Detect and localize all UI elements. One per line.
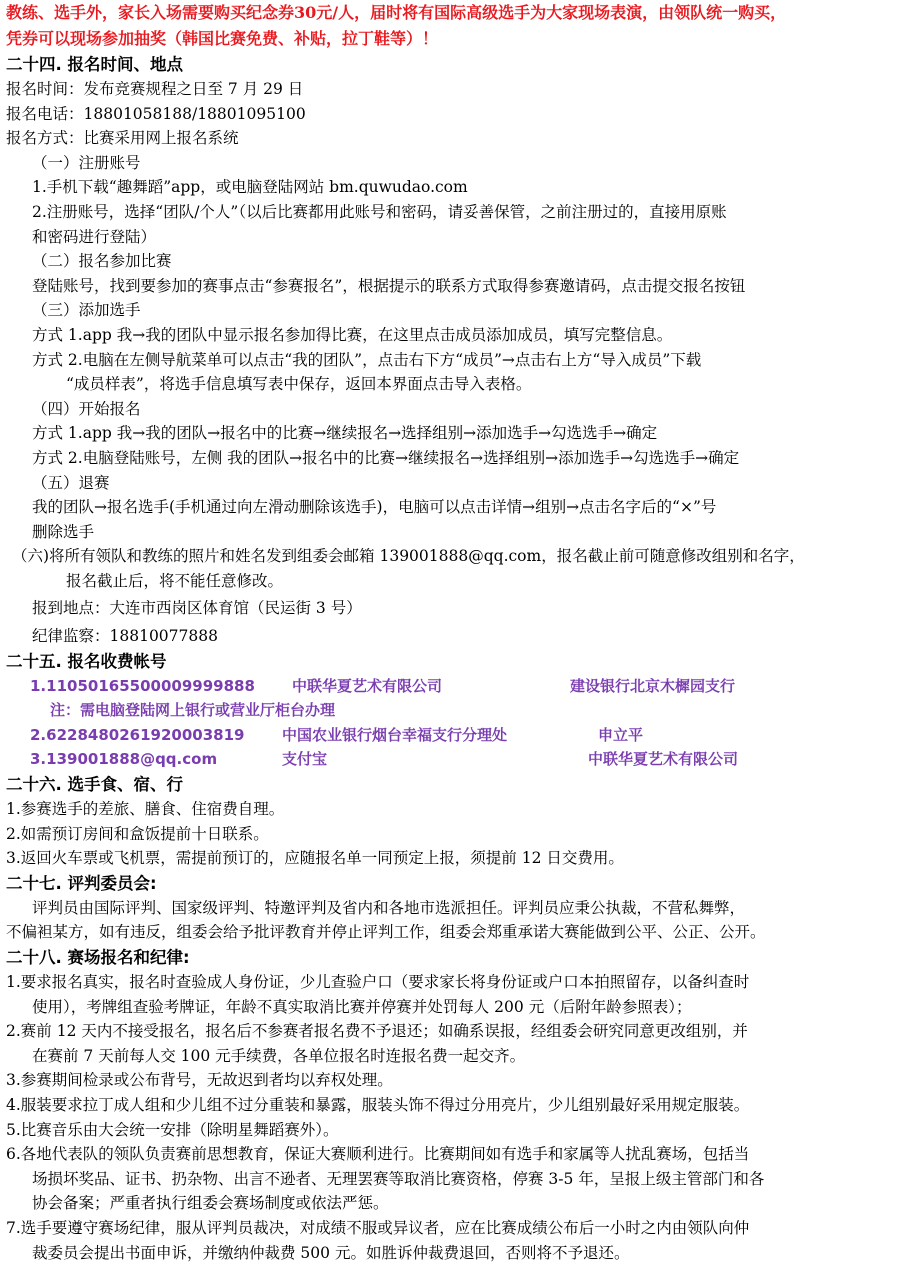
step-add-line-3: “成员样表”，将选手信息填写表中保存，返回本界面点击导入表格。 bbox=[66, 375, 532, 394]
step-start-title: （四）开始报名 bbox=[32, 399, 141, 418]
rule-4: 4.服装要求拉丁成人组和少儿组不过分重装和暴露，服装头饰不得过分用亮片，少儿组别最好采用规定服装。 bbox=[6, 1095, 750, 1114]
section-25 bbox=[6, 649, 894, 772]
section-25-heading: 二十五. 报名收费帐号 bbox=[6, 651, 167, 671]
step-add-line-1: 方式 1.app 我→我的团队中显示报名参加得比赛，在这里点击成员添加成员，填写完整信息。 bbox=[32, 325, 673, 344]
intro-line-1: 教练、选手外，家长入场需要购买纪念券30元/人，届时将有国际高级选手为大家现场表演，由领队统一购买， bbox=[6, 3, 787, 22]
step-enter-title: （二）报名参加比赛 bbox=[32, 252, 172, 271]
account-3-number: 3.139001888@qq.com bbox=[30, 750, 218, 769]
step-register-title: （一）注册账号 bbox=[32, 153, 141, 172]
travel-line-2: 2.如需预订房间和盒饭提前十日联系。 bbox=[6, 824, 269, 843]
travel-line-1: 1.参赛选手的差旅、膳食、住宿费自理。 bbox=[6, 800, 285, 819]
intro-line-2: 凭券可以现场参加抽奖（韩国比赛免费、补贴，拉丁鞋等）！ bbox=[6, 29, 439, 48]
rule-2-line-2: 在赛前 7 天前每人交 100 元手续费，各单位报名时连报名费一起交齐。 bbox=[32, 1046, 526, 1065]
section-26-heading: 二十六. 选手食、宿、行 bbox=[6, 775, 184, 795]
judges-line-2: 不偏袒某方，如有违反，组委会给予批评教育并停止评判工作，组委会郑重承诺大赛能做到公平、公正、公开。 bbox=[6, 923, 766, 942]
section-24 bbox=[6, 52, 894, 649]
account-2-number: 2.6228480261920003819 bbox=[30, 725, 245, 744]
registration-method: 报名方式：比赛采用网上报名系统 bbox=[6, 129, 239, 148]
section-27 bbox=[6, 871, 894, 945]
step-withdraw-line-2: 删除选手 bbox=[32, 522, 95, 541]
account-3-holder: 中联华夏艺术有限公司 bbox=[588, 750, 739, 769]
rule-5: 5.比赛音乐由大会统一安排（除明星舞蹈赛外）。 bbox=[6, 1120, 339, 1139]
account-2-holder: 申立平 bbox=[598, 725, 644, 744]
account-1-bank: 建设银行北京木樨园支行 bbox=[570, 676, 736, 695]
section-28 bbox=[6, 945, 894, 1265]
discipline-supervisor: 纪律监察：18810077888 bbox=[32, 627, 218, 646]
section-26 bbox=[6, 772, 894, 871]
intro-notice bbox=[6, 0, 894, 52]
account-note: 注：需电脑登陆网上银行或营业厅柜台办理 bbox=[50, 701, 336, 720]
registration-phone: 报名电话：18801058188/18801095100 bbox=[6, 104, 306, 123]
account-3-method: 支付宝 bbox=[282, 750, 328, 769]
step-add-title: （三）添加选手 bbox=[32, 301, 141, 320]
step-add-line-2: 方式 2.电脑在左侧导航菜单可以点击“我的团队”，点击右下方“成员”→点击右上方“导入成员”下载 bbox=[32, 350, 702, 369]
account-2-bank: 中国农业银行烟台幸福支行分理处 bbox=[282, 725, 508, 744]
account-note-row bbox=[6, 698, 894, 723]
step-photos-line-1: （六)将所有领队和教练的照片和姓名发到组委会邮箱 139001888@qq.com，报名截止前可随意修改组别和名字， bbox=[12, 547, 805, 566]
rule-2-line-1: 2.赛前 12 天内不接受报名，报名后不参赛者报名费不予退还；如确系误报，经组委会研究同意更改组别，并 bbox=[6, 1022, 748, 1041]
account-row-2 bbox=[6, 723, 894, 748]
step-photos-line-2: 报名截止后，将不能任意修改。 bbox=[66, 571, 284, 590]
rule-1-line-2: 使用），考牌组查验考牌证，年龄不真实取消比赛并停赛并处罚每人 200 元（后附年龄参照表）； bbox=[32, 997, 692, 1016]
travel-line-3: 3.返回火车票或飞机票，需提前预订的，应随报名单一同预定上报，须提前 12 日交费用。 bbox=[6, 849, 624, 868]
step-enter-line-1: 登陆账号，找到要参加的赛事点击“参赛报名”，根据提示的联系方式取得参赛邀请码，点击提交报名按钮 bbox=[32, 276, 746, 295]
registration-time: 报名时间：发布竞赛规程之日至 7 月 29 日 bbox=[6, 80, 304, 98]
rule-7-line-2: 裁委员会提出书面申诉，并缴纳仲裁费 500 元。如胜诉仲裁费退回，否则将不予退还。 bbox=[32, 1243, 630, 1262]
rule-7-line-1: 7.选手要遵守赛场纪律，服从评判员裁决，对成绩不服或异议者，应在比赛成绩公布后一小时之内由领队向仲 bbox=[6, 1218, 750, 1237]
step-register-line-1: 1.手机下载“趣舞蹈”app，或电脑登陆网站 bm.quwudao.com bbox=[32, 178, 468, 197]
account-row-1 bbox=[6, 674, 894, 699]
rule-1-line-1: 1.要求报名真实，报名时查验成人身份证，少儿查验户口（要求家长将身份证或户口本拍照留存，以备纠查时 bbox=[6, 973, 750, 991]
step-register-line-3: 和密码进行登陆） bbox=[32, 227, 157, 246]
account-row-3 bbox=[6, 747, 894, 772]
step-start-line-1: 方式 1.app 我→我的团队→报名中的比赛→继续报名→选择组别→添加选手→勾选选手→确定 bbox=[32, 424, 658, 443]
venue: 报到地点：大连市西岗区体育馆（民运街 3 号） bbox=[32, 599, 362, 618]
account-1-holder: 中联华夏艺术有限公司 bbox=[292, 676, 443, 695]
rule-6-line-3: 协会备案；严重者执行组委会赛场制度或依法严惩。 bbox=[32, 1194, 389, 1213]
section-27-heading: 二十七. 评判委员会: bbox=[6, 873, 157, 893]
step-withdraw-title: （五）退赛 bbox=[32, 473, 110, 492]
rule-6-line-1: 6.各地代表队的领队负责赛前思想教育，保证大赛顺利进行。比赛期间如有选手和家属等人扰乱赛场，包括当 bbox=[6, 1145, 750, 1164]
section-28-heading: 二十八. 赛场报名和纪律: bbox=[6, 948, 190, 967]
judges-line-1: 评判员由国际评判、国家级评判、特邀评判及省内和各地市选派担任。评判员应秉公执裁，不营私舞弊， bbox=[32, 898, 746, 917]
rule-6-line-2: 场损坏奖品、证书、扔杂物、出言不逊者、无理罢赛等取消比赛资格，停赛 3-5 年，呈报上级主管部门和各 bbox=[32, 1169, 765, 1188]
rule-3: 3.参赛期间检录或公布背号，无故迟到者均以弃权处理。 bbox=[6, 1071, 393, 1090]
step-register-line-2: 2.注册账号，选择“团队/个人”（以后比赛都用此账号和密码，请妥善保管，之前注册过的，直接用原账 bbox=[32, 202, 727, 221]
account-1-number: 1.11050165500009999888 bbox=[30, 676, 255, 695]
step-withdraw-line-1: 我的团队→报名选手(手机通过向左滑动删除该选手)，电脑可以点击详情→组别→点击名字后的“×”号 bbox=[32, 498, 717, 517]
step-start-line-2: 方式 2.电脑登陆账号，左侧 我的团队→报名中的比赛→继续报名→选择组别→添加选手→勾选选手→确定 bbox=[32, 448, 740, 467]
section-24-heading: 二十四. 报名时间、地点 bbox=[6, 55, 184, 74]
